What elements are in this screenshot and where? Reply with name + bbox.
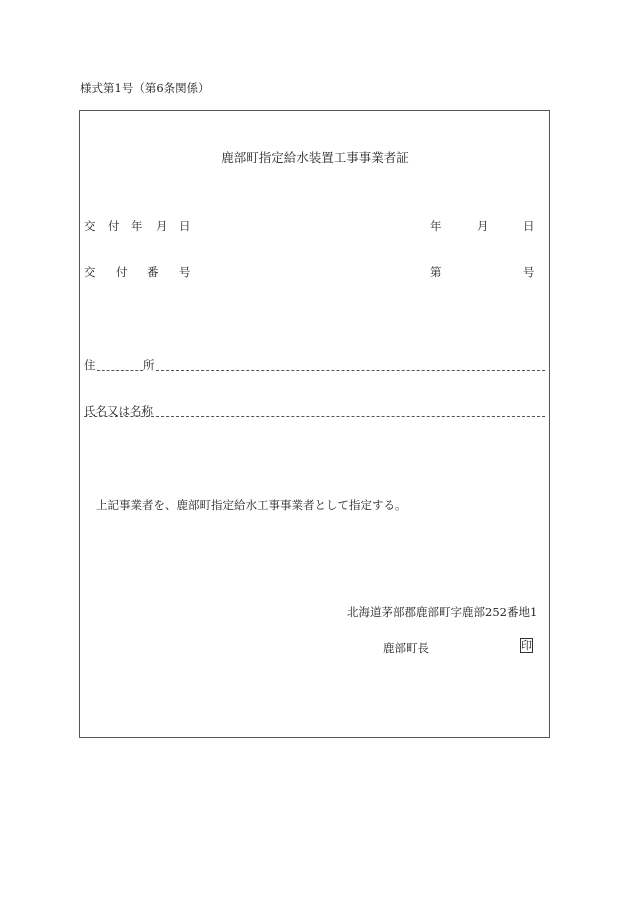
address-label-char: 住: [84, 358, 96, 372]
issue-number-prefix: 第: [430, 265, 442, 279]
issuer-title: 鹿部町長: [383, 641, 429, 655]
issue-number-label-char: 付: [116, 265, 128, 279]
address-fill-line: [156, 370, 545, 371]
address-label-dashes: [97, 370, 143, 371]
address-label-char: 所: [143, 358, 155, 372]
issue-date-label-char: 付: [108, 219, 120, 233]
certificate-frame: [79, 110, 550, 738]
name-label: 氏名又は名称: [84, 404, 153, 418]
issue-number-suffix: 号: [523, 265, 535, 279]
issuer-address: 北海道茅部郡鹿部町字鹿部252番地1: [347, 605, 538, 619]
issue-date-label-char: 月: [156, 219, 168, 233]
seal-mark: 印: [521, 639, 532, 652]
issue-date-day: 日: [523, 219, 535, 233]
issue-number-label-char: 番: [147, 265, 159, 279]
issue-date-year: 年: [430, 219, 442, 233]
form-number: 様式第1号（第6条関係）: [80, 81, 210, 95]
issue-number-label-char: 交: [84, 265, 96, 279]
issue-date-label-char: 年: [131, 219, 143, 233]
issue-date-month: 月: [477, 219, 489, 233]
name-fill-line: [156, 416, 545, 417]
issue-date-label-char: 日: [179, 219, 191, 233]
issue-number-label-char: 号: [179, 265, 191, 279]
designation-statement: 上記事業者を、鹿部町指定給水工事事業者として指定する。: [96, 498, 407, 512]
name-label-underline: [84, 416, 154, 417]
document-title: 鹿部町指定給水装置工事事業者証: [221, 150, 409, 165]
issue-date-label-char: 交: [84, 219, 96, 233]
